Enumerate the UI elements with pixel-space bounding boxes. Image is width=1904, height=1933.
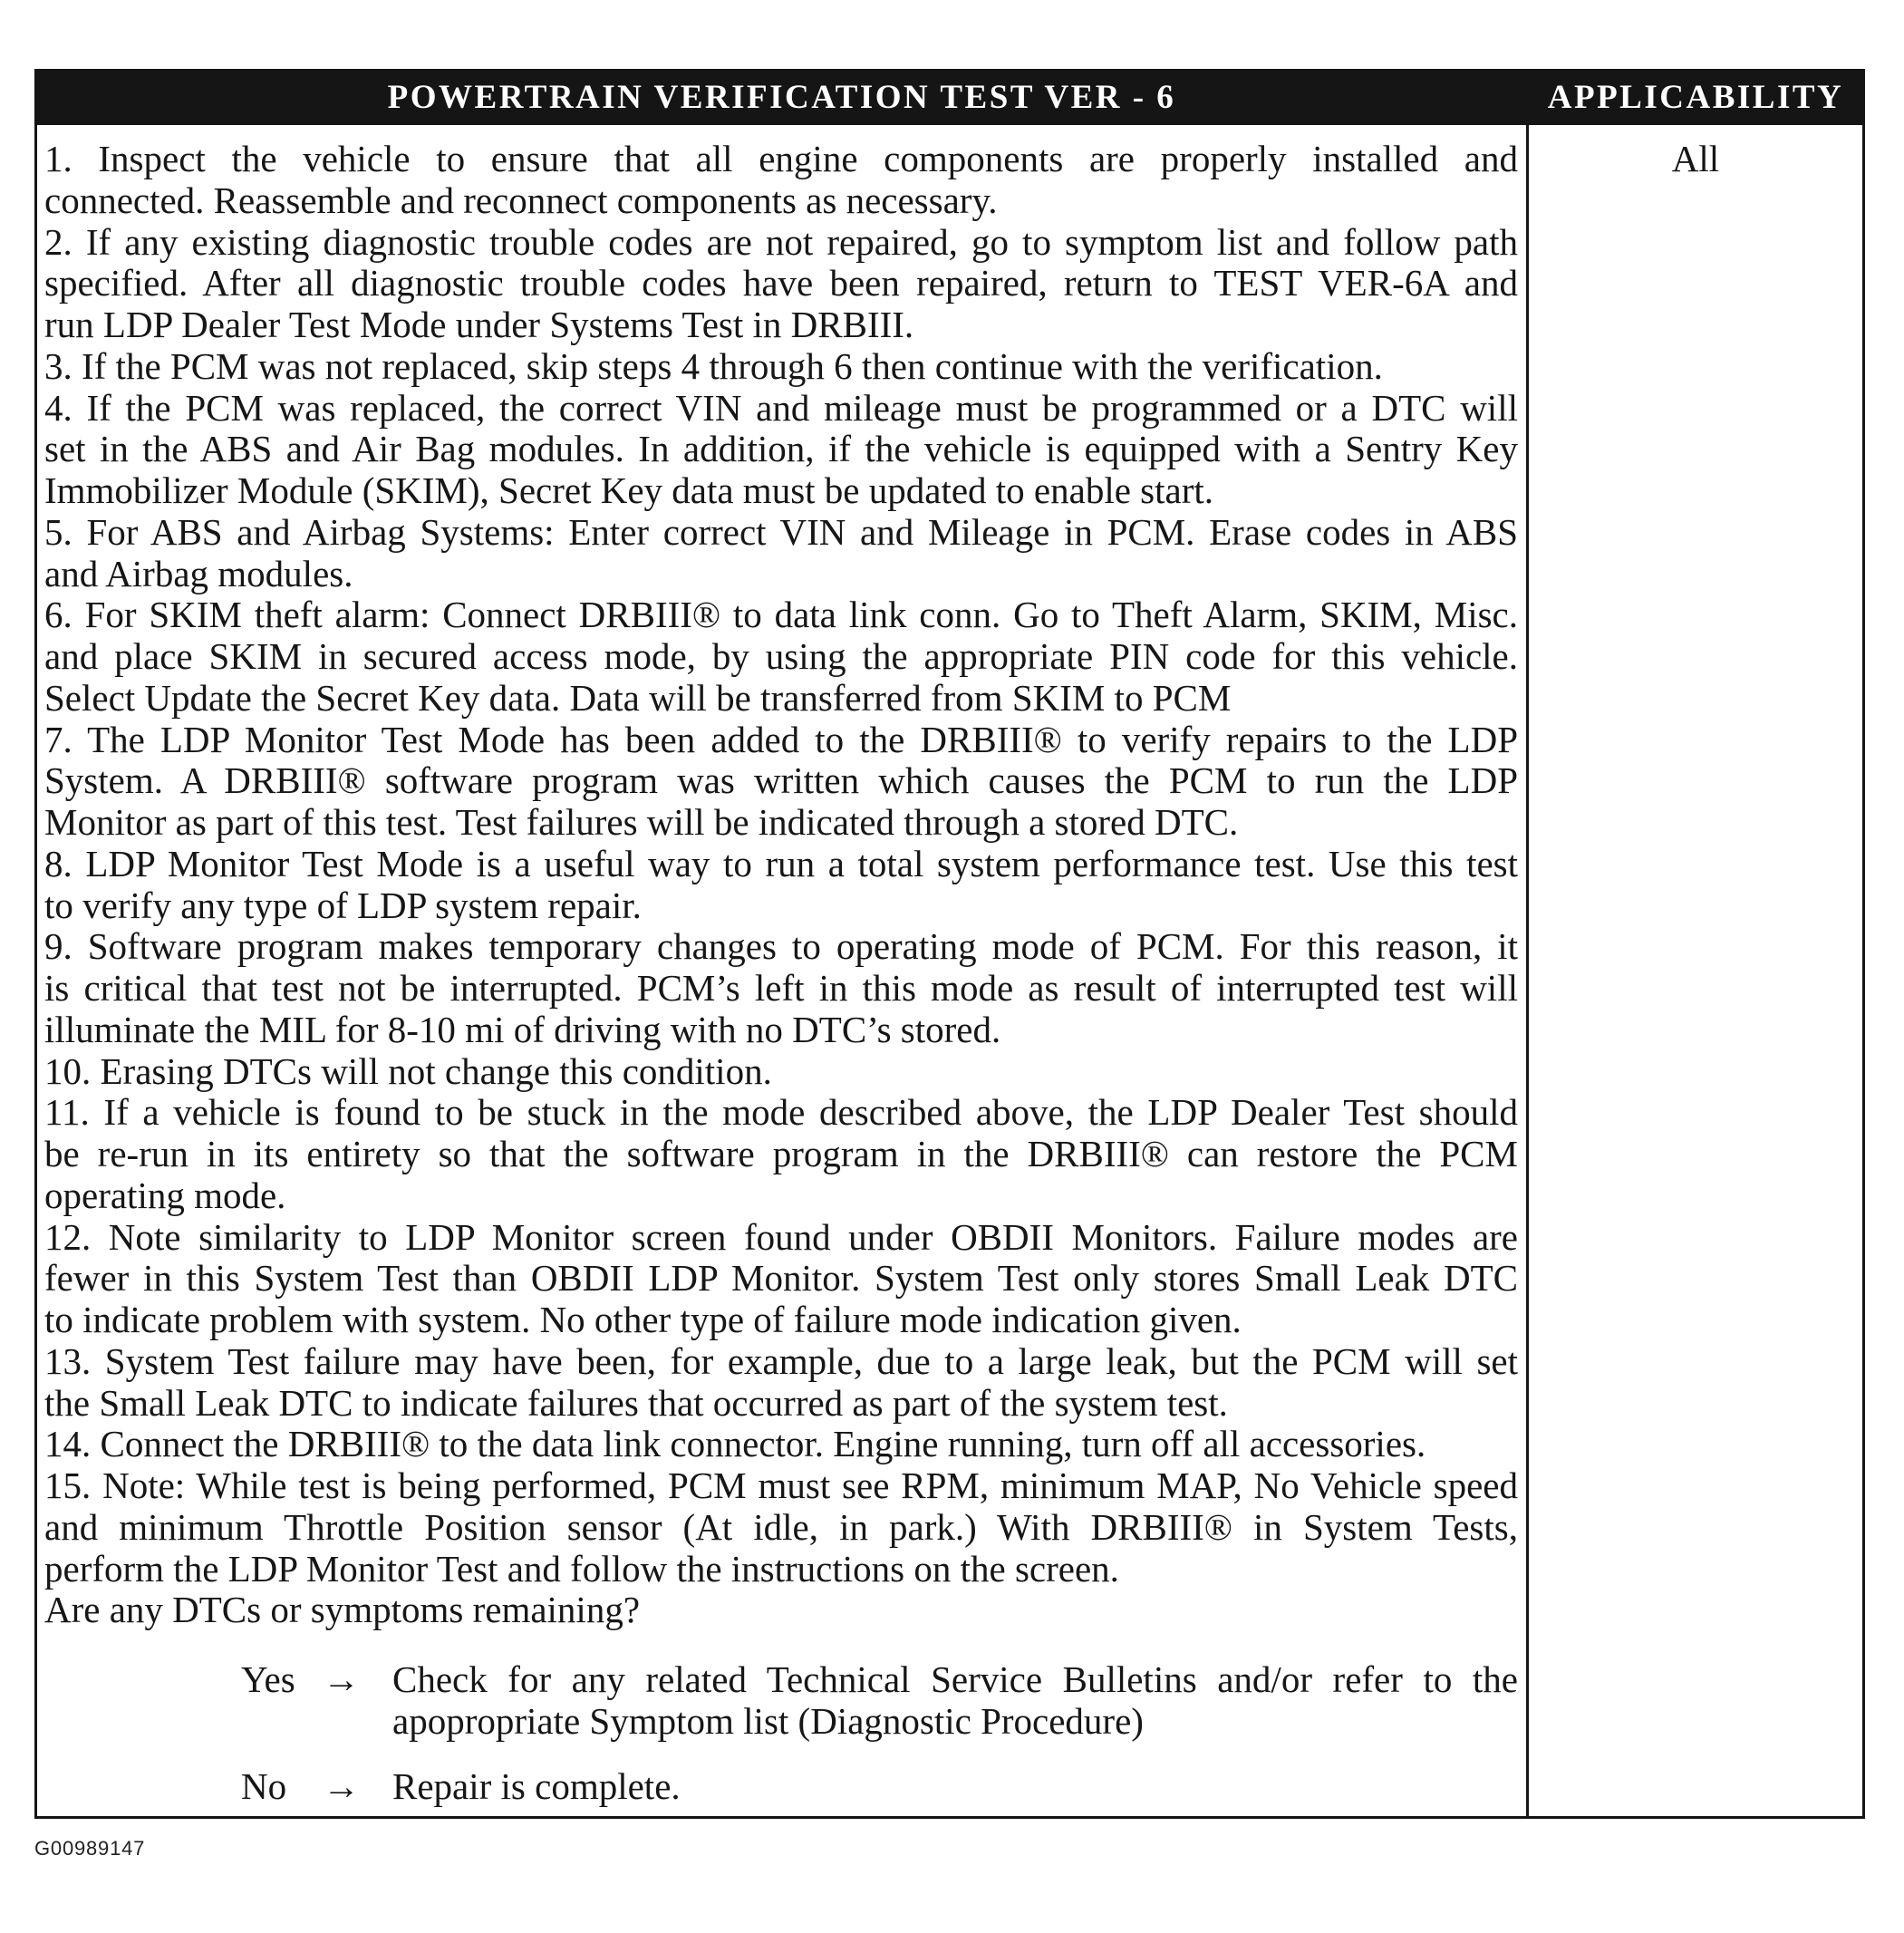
column-divider xyxy=(1526,69,1529,1819)
step-4-line-1: 4. If the PCM was replaced, the correct VIN and mileage must be programmed or a DTC will xyxy=(44,386,1518,429)
step-14 xyxy=(44,1424,1518,1465)
step-8-line-2: to verify any type of LDP system repair. xyxy=(44,884,642,926)
answer-yes xyxy=(0,1659,1541,1743)
step-2-line-3: run LDP Dealer Test Mode under Systems Test in DRBIII. xyxy=(44,304,914,345)
step-15-line-1: 15. Note: While test is being performed, PCM must see RPM, minimum MAP, No Vehicle speed xyxy=(44,1464,1518,1506)
procedure-steps xyxy=(44,139,1518,1631)
test-title: POWERTRAIN VERIFICATION TEST VER - 6 xyxy=(387,78,1176,116)
step-5-line-1: 5. For ABS and Airbag Systems: Enter correct VIN and Mileage in PCM. Erase codes in ABS xyxy=(44,510,1518,553)
step-6-line-1: 6. For SKIM theft alarm: Connect DRBIII® to data link conn. Go to Theft Alarm, SKIM, Misc. xyxy=(44,594,1518,636)
step-9 xyxy=(44,926,1518,1050)
step-4-line-3: Immobilizer Module (SKIM), Secret Key data must be updated to enable start. xyxy=(44,469,1213,511)
step-12-line-2: fewer in this System Test than OBDII LDP Monitor. System Test only stores Small Leak DTC xyxy=(44,1257,1518,1300)
step-7-line-1: 7. The LDP Monitor Test Mode has been added to the DRBIII® to verify repairs to the LDP xyxy=(44,718,1518,760)
step-12 xyxy=(44,1217,1518,1341)
applicability-value: All xyxy=(1671,138,1720,179)
step-3-line-1: 3. If the PCM was not replaced, skip steps 4 through 6 then continue with the verification. xyxy=(44,344,1383,387)
step-4-line-2: set in the ABS and Air Bag modules. In addition, if the vehicle is equipped with a Sentry Key xyxy=(44,428,1518,470)
step-3 xyxy=(44,346,1518,388)
step-11-line-3: operating mode. xyxy=(44,1174,286,1216)
step-13-line-2: the Small Leak DTC to indicate failures that occurred as part of the system test. xyxy=(44,1381,1228,1424)
step-5 xyxy=(44,512,1518,595)
right-arrow-icon: → xyxy=(323,1765,360,1807)
step-10-line-1: 10. Erasing DTCs will not change this condition. xyxy=(44,1049,772,1092)
step-7-line-2: System. A DRBIII® software program was written which causes the PCM to run the LDP xyxy=(44,759,1518,802)
step-9-line-2: is critical that test not be interrupted. PCM’s left in this mode as result of interrupted test will xyxy=(44,967,1518,1009)
answer-yes-line-2: apopropriate Symptom list (Diagnostic Procedure) xyxy=(392,1699,1144,1742)
step-11 xyxy=(44,1092,1518,1216)
answer-yes-line-1: Check for any related Technical Service Bulletins and/or refer to the xyxy=(392,1658,1518,1700)
step-9-line-1: 9. Software program makes temporary changes to operating mode of PCM. For this reason, it xyxy=(44,925,1518,968)
step-2-line-2: specified. After all diagnostic trouble codes have been repaired, return to TEST VER-6A and xyxy=(44,262,1518,304)
step-1-line-2: connected. Reassemble and reconnect components as necessary. xyxy=(44,179,998,221)
step-5-line-2: and Airbag modules. xyxy=(44,552,353,594)
applicability-heading: APPLICABILITY xyxy=(1547,78,1844,116)
step-15-line-2: and minimum Throttle Position sensor (At idle, in park.) With DRBIII® in System Tests, xyxy=(44,1505,1518,1548)
step-12-line-1: 12. Note similarity to LDP Monitor screen found under OBDII Monitors. Failure modes are xyxy=(44,1215,1518,1258)
step-7 xyxy=(44,720,1518,844)
answer-no-line-1: Repair is complete. xyxy=(392,1765,681,1807)
step-15-line-3: perform the LDP Monitor Test and follow the instructions on the screen. xyxy=(44,1547,1119,1590)
step-15 xyxy=(44,1465,1518,1590)
step-2-line-1: 2. If any existing diagnostic trouble codes are not repaired, go to symptom list and follow path xyxy=(44,220,1518,263)
step-4 xyxy=(44,388,1518,512)
step-7-line-3: Monitor as part of this test. Test failures will be indicated through a stored DTC. xyxy=(44,801,1239,843)
step-11-line-2: be re-run in its entirety so that the software program in the DRBIII® can restore the PCM xyxy=(44,1133,1518,1174)
step-8 xyxy=(44,844,1518,927)
verification-question: Are any DTCs or symptoms remaining? xyxy=(44,1589,641,1631)
step-11-line-1: 11. If a vehicle is found to be stuck in the mode described above, the LDP Dealer Test should xyxy=(44,1091,1518,1134)
step-2 xyxy=(44,222,1518,346)
step-12-line-3: to indicate problem with system. No other type of failure mode indication given. xyxy=(44,1299,1242,1340)
answer-no-text xyxy=(392,1766,1518,1808)
step-1 xyxy=(44,139,1518,222)
step-1-line-1: 1. Inspect the vehicle to ensure that all engine components are properly installed and xyxy=(44,138,1518,179)
answer-yes-label: Yes xyxy=(241,1658,295,1700)
answer-no xyxy=(0,1766,1541,1808)
step-6-line-3: Select Update the Secret Key data. Data will be transferred from SKIM to PCM xyxy=(44,676,1232,719)
step-9-line-3: illuminate the MIL for 8-10 mi of driving with no DTC’s stored. xyxy=(44,1008,1001,1050)
step-14-line-1: 14. Connect the DRBIII® to the data link connector. Engine running, turn off all accessories. xyxy=(44,1423,1426,1465)
step-10 xyxy=(44,1051,1518,1093)
answer-no-label: No xyxy=(241,1765,287,1807)
step-6-line-2: and place SKIM in secured access mode, by using the appropriate PIN code for this vehicle. xyxy=(44,635,1518,677)
right-arrow-icon: → xyxy=(323,1658,360,1700)
step-6 xyxy=(44,594,1518,719)
step-13 xyxy=(44,1341,1518,1425)
step-8-line-1: 8. LDP Monitor Test Mode is a useful way to run a total system performance test. Use this test xyxy=(44,842,1518,884)
step-13-line-1: 13. System Test failure may have been, for example, due to a large leak, but the PCM will set xyxy=(44,1339,1518,1382)
figure-id: G00989147 xyxy=(34,1837,146,1860)
answer-yes-text xyxy=(392,1659,1518,1743)
